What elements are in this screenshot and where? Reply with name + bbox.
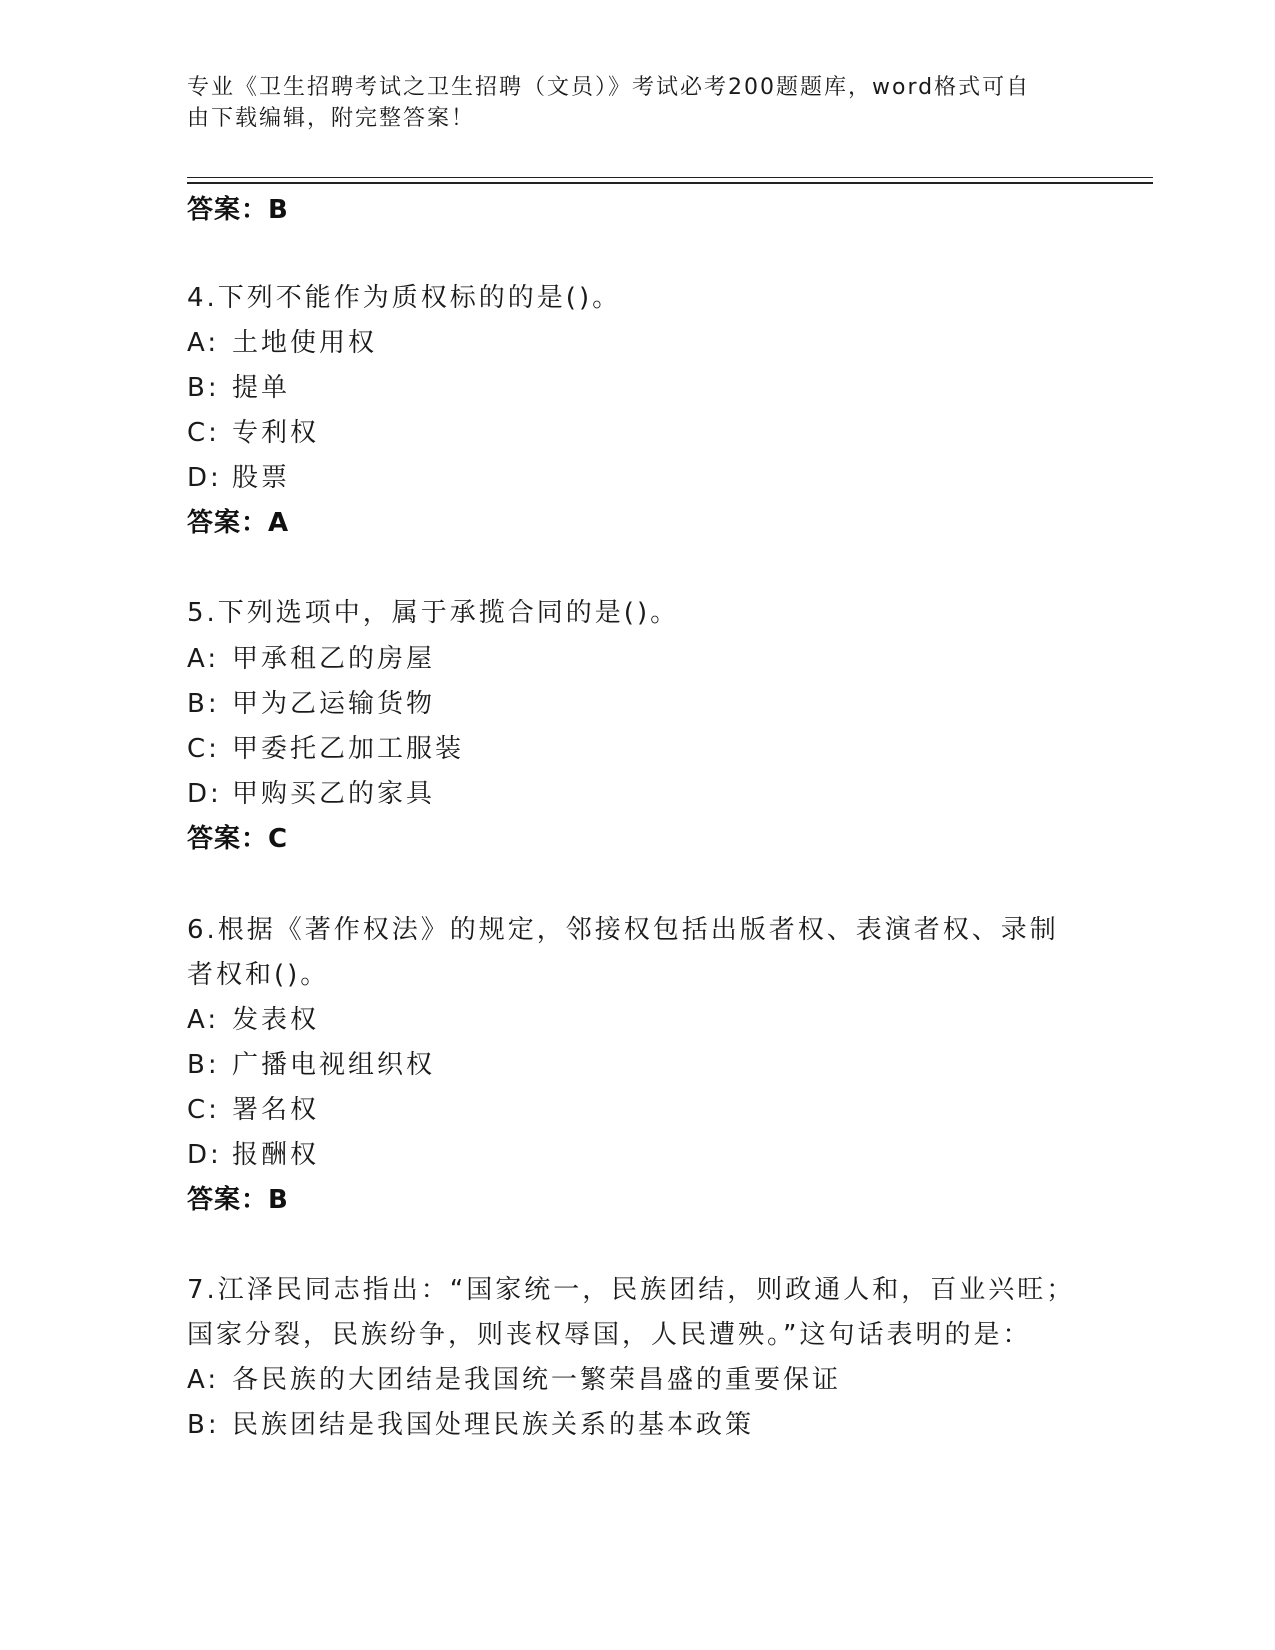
q6-option-c <box>187 1094 319 1126</box>
option-label: B: <box>187 689 220 719</box>
option-label: D: <box>187 463 222 493</box>
q7-option-a <box>187 1364 841 1396</box>
option-label: A: <box>187 328 220 358</box>
option-label: B: <box>187 1050 220 1080</box>
question-7-line-2: 国家分裂，民族纷争，则丧权辱国，人民遭殃。”这句话表明的是： <box>187 1320 1032 1350</box>
q6-option-a <box>187 1004 319 1036</box>
q4-answer: 答案：A <box>187 508 290 538</box>
q4-option-c <box>187 417 319 449</box>
q7-option-b <box>187 1409 754 1441</box>
option-text: 各民族的大团结是我国统一繁荣昌盛的重要保证 <box>232 1365 842 1395</box>
option-label: C: <box>187 734 220 764</box>
q5-option-d <box>187 778 435 810</box>
option-label: A: <box>187 644 220 674</box>
option-text: 广播电视组织权 <box>232 1050 436 1080</box>
q6-option-d <box>187 1139 319 1171</box>
option-text: 专利权 <box>232 418 320 448</box>
header-line-1: 专业《卫生招聘考试之卫生招聘（文员）》考试必考200题题库，word格式可自 <box>187 75 1031 100</box>
q5-option-b <box>187 688 435 720</box>
option-label: D: <box>187 1140 222 1170</box>
q6-option-b <box>187 1049 435 1081</box>
question-7-line-1: 7.江泽民同志指出：“国家统一，民族团结，则政通人和，百业兴旺； <box>187 1275 1076 1305</box>
question-4: 4.下列不能作为质权标的的是()。 <box>187 283 622 313</box>
header-rule-thick <box>187 182 1153 184</box>
q6-answer: 答案：B <box>187 1185 289 1215</box>
header-line-2: 由下载编辑，附完整答案！ <box>187 106 476 131</box>
option-text: 民族团结是我国处理民族关系的基本政策 <box>232 1410 755 1440</box>
q4-option-b <box>187 372 290 404</box>
option-text: 甲购买乙的家具 <box>232 779 436 809</box>
question-6-line-1: 6.根据《著作权法》的规定，邻接权包括出版者权、表演者权、录制 <box>187 915 1059 945</box>
option-label: C: <box>187 418 220 448</box>
q4-option-a <box>187 327 377 359</box>
question-6-line-2: 者权和()。 <box>187 960 330 990</box>
header-rule-thin <box>187 177 1153 178</box>
document-header <box>187 72 1067 134</box>
option-text: 甲委托乙加工服装 <box>232 734 465 764</box>
option-text: 土地使用权 <box>232 328 378 358</box>
option-label: A: <box>187 1365 220 1395</box>
option-text: 发表权 <box>232 1005 320 1035</box>
option-label: C: <box>187 1095 220 1125</box>
question-5: 5.下列选项中，属于承揽合同的是()。 <box>187 598 680 628</box>
option-label: B: <box>187 1410 220 1440</box>
q4-option-d <box>187 462 290 494</box>
option-label: A: <box>187 1005 220 1035</box>
option-text: 甲承租乙的房屋 <box>232 644 436 674</box>
option-text: 署名权 <box>232 1095 320 1125</box>
answer-prev: 答案：B <box>187 195 289 225</box>
option-text: 股票 <box>232 463 291 493</box>
option-label: D: <box>187 779 222 809</box>
option-text: 甲为乙运输货物 <box>232 689 436 719</box>
q5-answer: 答案：C <box>187 824 289 854</box>
option-text: 报酬权 <box>232 1140 320 1170</box>
option-text: 提单 <box>232 373 291 403</box>
option-label: B: <box>187 373 220 403</box>
q5-option-c <box>187 733 464 765</box>
q5-option-a <box>187 643 435 675</box>
